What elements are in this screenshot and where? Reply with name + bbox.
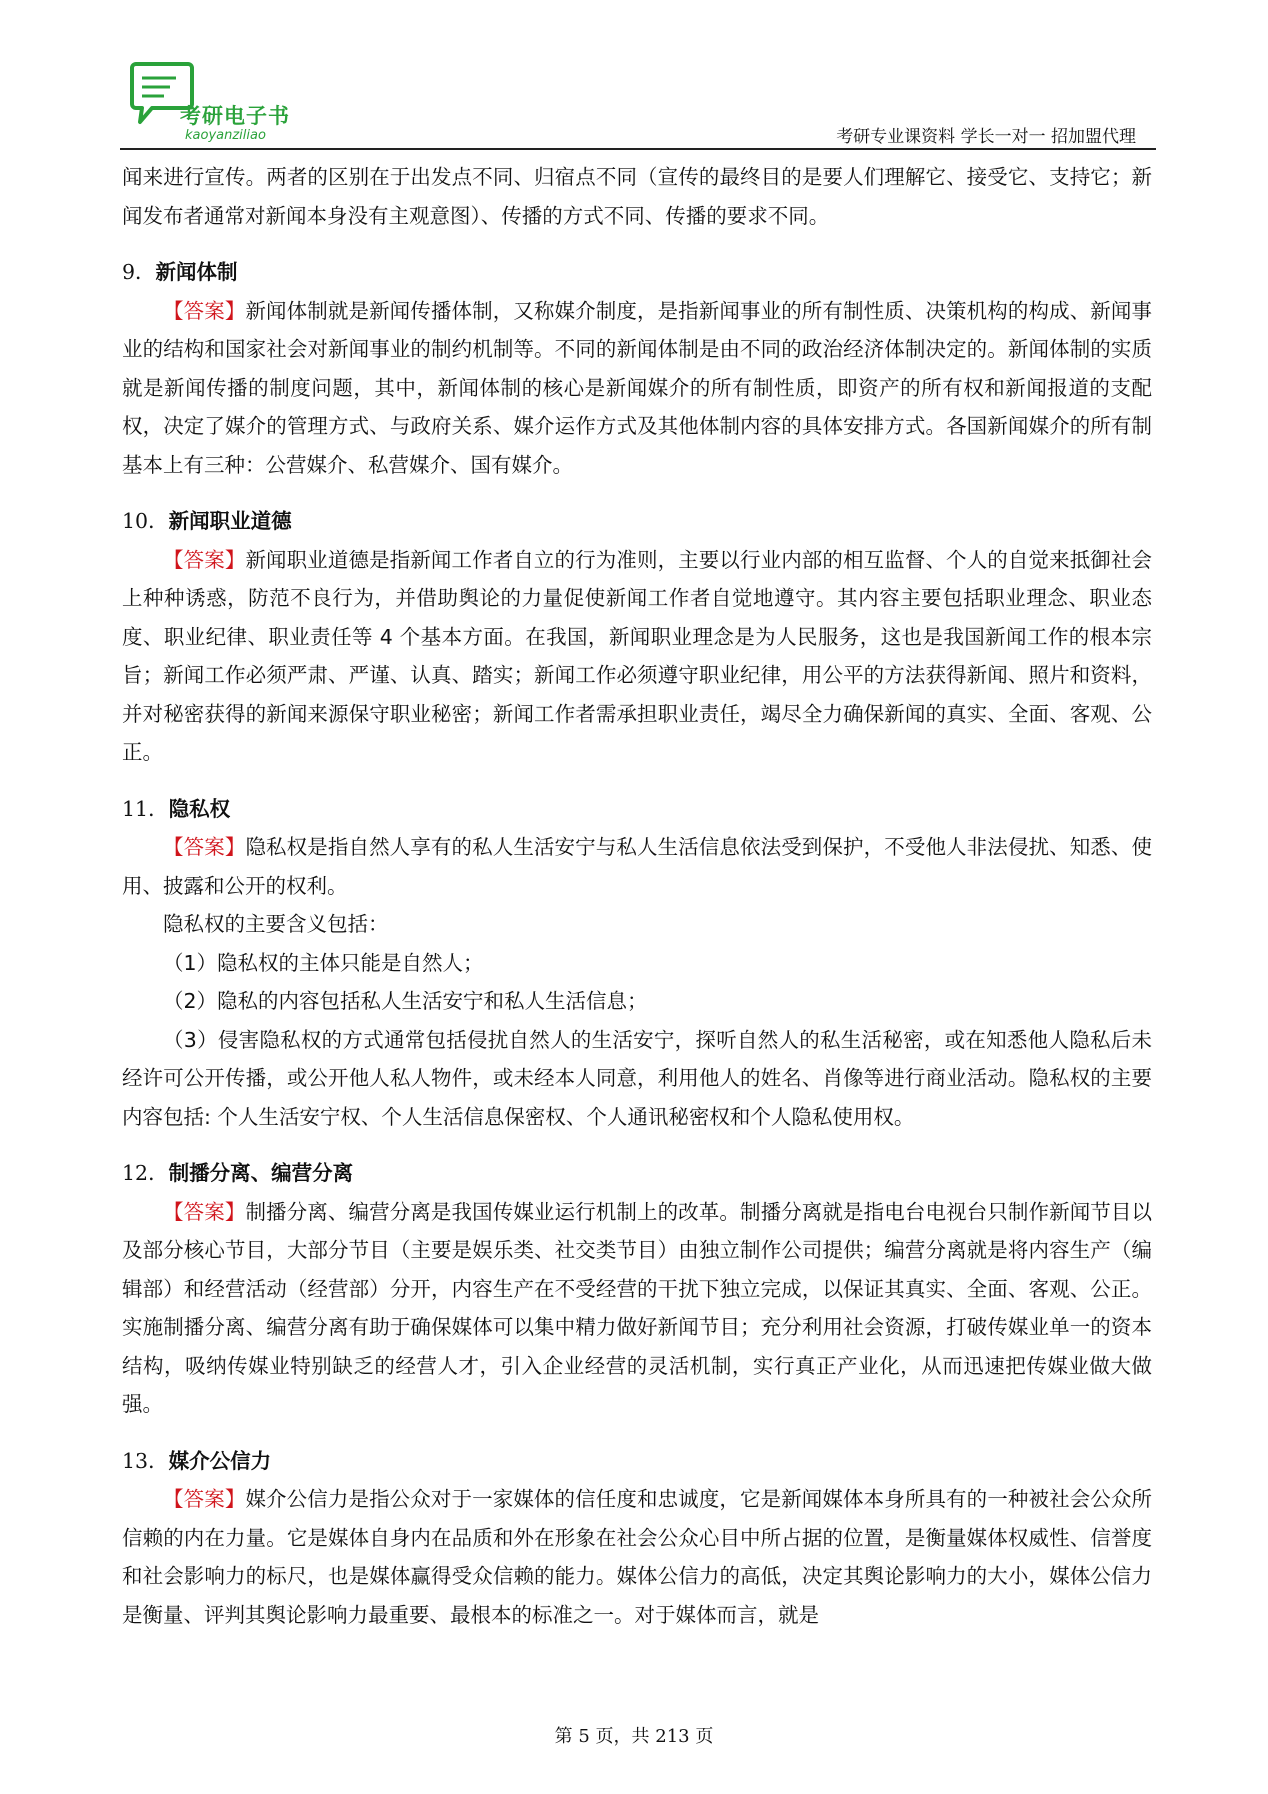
list-item: （2）隐私的内容包括私人生活安宁和私人生活信息； — [163, 989, 648, 1013]
answer-tag: 【答案】 — [163, 298, 246, 323]
term-number: 10． — [122, 509, 169, 533]
answer-text: 隐私权是指自然人享有的私人生活安宁与私人生活信息依法受到保护，不受他人非法侵扰、知悉、使用、披露和公开的权利。 — [122, 835, 1153, 898]
term-number: 12． — [122, 1161, 169, 1185]
term-title: 新闻体制 — [155, 260, 238, 284]
list-item: （3）侵害隐私权的方式通常包括侵扰自然人的生活安宁，探听自然人的私生活秘密，或在知悉他人隐私后未经许可公开传播，或公开他人私人物件，或未经本人同意，利用他人的姓名、肖像等进行商业活动。隐私权的主要内容包括: 个人生活安宁权、个人生活信息保密权、个人通讯秘密权和个人隐私使用权。 — [122, 1027, 1152, 1129]
answer-text: 媒介公信力是指公众对于一家媒体的信任度和忠诚度，它是新闻媒体本身所具有的一种被社会公众所信赖的内在力量。它是媒体自身内在品质和外在形象在社会公众心目中所占据的位置，是衡量媒体权威性、信誉度和社会影响力的标尺，也是媒体赢得受众信赖的能力。媒体公信力的高低，决定其舆论影响力的大小，媒体公信力是衡量、评判其舆论影响力最重要、最根本的标准之一。对于媒体而言，就是 — [122, 1487, 1153, 1627]
answer-paragraph — [122, 292, 1152, 485]
answer-tag: 【答案】 — [163, 835, 246, 859]
logo — [130, 60, 290, 150]
term-heading — [122, 1442, 1152, 1481]
term-number: 13． — [122, 1448, 169, 1473]
intro-paragraph: 闻来进行宣传。两者的区别在于出发点不同、归宿点不同（宣传的最终目的是要人们理解它、接受它、支持它；新闻发布者通常对新闻本身没有主观意图）、传播的方式不同、传播的要求不同。 — [122, 165, 1152, 228]
answer-paragraph — [122, 1480, 1152, 1634]
term-title: 隐私权 — [168, 796, 231, 821]
term-number: 9． — [122, 260, 156, 284]
term-title: 新闻职业道德 — [168, 509, 292, 533]
term-heading — [122, 502, 1152, 541]
answer-paragraph — [122, 541, 1152, 772]
answer-text: 新闻职业道德是指新闻工作者自立的行为准则，主要以行业内部的相互监督、个人的自觉来抵御社会上种种诱惑，防范不良行为，并借助舆论的力量促使新闻工作者自觉地遵守。其内容主要包括职业理念、职业态度、职业纪律、职业责任等 4 个基本方面。在我国，新闻职业理念是为人民服务，这也是我国新闻工作的根本宗旨；新闻工作必须严肃、严谨、认真、踏实；新闻工作必须遵守职业纪律，用公平的方法获得新闻、照片和资料，并对秘密获得的新闻来源保守职业秘密；新闻工作者需承担职业责任，竭尽全力确保新闻的真实、全面、客观、公正。 — [122, 547, 1153, 764]
logo-text: 考研电子书 — [180, 104, 290, 128]
answer-paragraph — [122, 828, 1152, 905]
answer-text: 新闻体制就是新闻传播体制，又称媒介制度，是指新闻事业的所有制性质、决策机构的构成、新闻事业的结构和国家社会对新闻事业的制约机制等。不同的新闻体制是由不同的政治经济体制决定的。新闻体制的实质就是新闻传播的制度问题，其中，新闻体制的核心是新闻媒介的所有制性质，即资产的所有权和新闻报道的支配权，决定了媒介的管理方式、与政府关系、媒介运作方式及其他体制内容的具体安排方式。各国新闻媒介的所有制基本上有三种：公营媒介、私营媒介、国有媒介。 — [122, 298, 1153, 477]
term-heading — [122, 790, 1152, 829]
answer-paragraph — [122, 1193, 1152, 1424]
answer-text: 制播分离、编营分离是我国传媒业运行机制上的改革。制播分离就是指电台电视台只制作新闻节目以及部分核心节目，大部分节目（主要是娱乐类、社交类节目）由独立制作公司提供；编营分离就是将内容生产（编辑部）和经营活动（经营部）分开，内容生产在不受经营的干扰下独立完成，以保证其真实、全面、客观、公正。实施制播分离、编营分离有助于确保媒体可以集中精力做好新闻节目；充分利用社会资源，打破传媒业单一的资本结构，吸纳传媒业特别缺乏的经营人才，引入企业经营的灵活机制，实行真正产业化，从而迅速把传媒业做大做强。 — [122, 1199, 1153, 1416]
document-body — [122, 158, 1152, 1634]
term-number: 11． — [122, 796, 169, 821]
term-heading — [122, 253, 1152, 292]
term-title: 制播分离、编营分离 — [168, 1161, 354, 1185]
answer-tag: 【答案】 — [163, 1199, 246, 1224]
list-item: （1）隐私权的主体只能是自然人； — [163, 950, 484, 975]
answer-tag: 【答案】 — [163, 1487, 246, 1511]
body-paragraph: 隐私权的主要含义包括： — [163, 912, 389, 936]
header-divider — [120, 148, 1156, 150]
answer-tag: 【答案】 — [163, 547, 246, 572]
page-number: 第 5 页，共 213 页 — [554, 1726, 714, 1747]
term-heading — [122, 1154, 1152, 1193]
header-tagline: 考研专业课资料 学长一对一 招加盟代理 — [836, 127, 1136, 147]
term-title: 媒介公信力 — [168, 1448, 272, 1473]
logo-subtext: kaoyanziliao — [185, 128, 266, 143]
